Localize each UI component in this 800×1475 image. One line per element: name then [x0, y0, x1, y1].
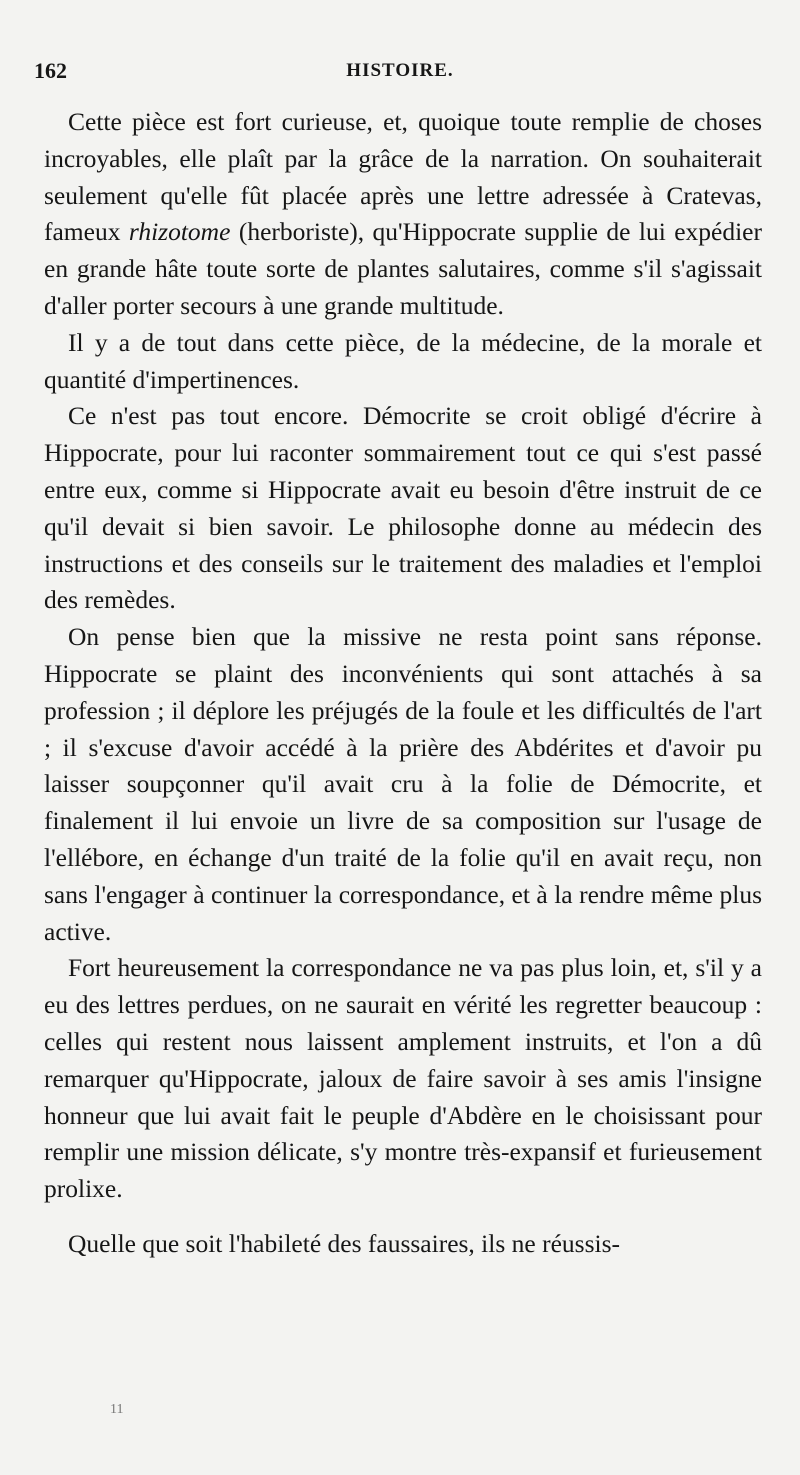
paragraph-5: Fort heureusement la correspondance ne va pas plus loin, et, s'il y a eu des lettres perdues, on ne saurait en vérité les regretter beaucoup : celles qui restent nous laissent amplement instruits, et l'on a dû remarquer qu'Hippocrate, jaloux de faire savoir à ses amis l'insigne honneur que lui avait fait le peuple d'Abdère en le choisissant pour remplir une mission délicate, s'y montre très-expansif et furieusement prolixe.: [44, 953, 762, 1204]
paragraph-1-text-after: (herboriste), qu'Hippocrate supplie de lui expédier en grande hâte toute sorte de plantes salutaires, comme s'il s'agissait d'aller porter secours à une grande multitude.: [44, 217, 762, 320]
paragraph-3: Ce n'est pas tout encore. Démocrite se croit obligé d'écrire à Hippocrate, pour lui raconter sommairement tout ce qui s'est passé entre eux, comme si Hippocrate avait eu besoin d'être instruit de ce qu'il devait si bien savoir. Le philosophe donne au médecin des instructions et des conseils sur le traitement des maladies et l'emploi des remèdes.: [44, 401, 762, 615]
paragraph-1-text-before: Cette pièce est fort curieuse, et, quoique toute remplie de choses incroyables, elle plaît par la grâce de la narration. On souhaiterait seulement qu'elle fût placée après une lettre adressée à Cratevas, fameux: [44, 107, 762, 247]
page-number: 162: [34, 58, 67, 83]
paragraph-6: Quelle que soit l'habileté des faussaires, ils ne réussis-: [68, 1228, 620, 1258]
running-head: HISTOIRE.: [346, 60, 454, 81]
paragraph-4: On pense bien que la missive ne resta point sans réponse. Hippocrate se plaint des inconvénients qui sont attachés à sa profession ; il déplore les préjugés de la foule et les difficultés de l'art ; il s'excuse d'avoir accédé à la prière des Abdérites et d'avoir pu laisser soupçonner qu'il avait cru à la folie de Démocrite, et finalement il lui envoie un livre de sa composition sur l'usage de l'ellébore, en échange d'un traité de la folie qu'il en avait reçu, non sans l'engager à continuer la correspondance, et à la rendre même plus active.: [44, 622, 762, 946]
page-header: [30, 58, 770, 88]
paragraph-2: Il y a de tout dans cette pièce, de la médecine, de la morale et quantité d'impertinences.: [44, 327, 762, 394]
paragraph-1-emphasis: rhizotome: [128, 217, 231, 247]
body-text: [44, 104, 762, 1263]
signature-mark: 11: [110, 1402, 124, 1417]
paragraph-1: [44, 104, 762, 325]
